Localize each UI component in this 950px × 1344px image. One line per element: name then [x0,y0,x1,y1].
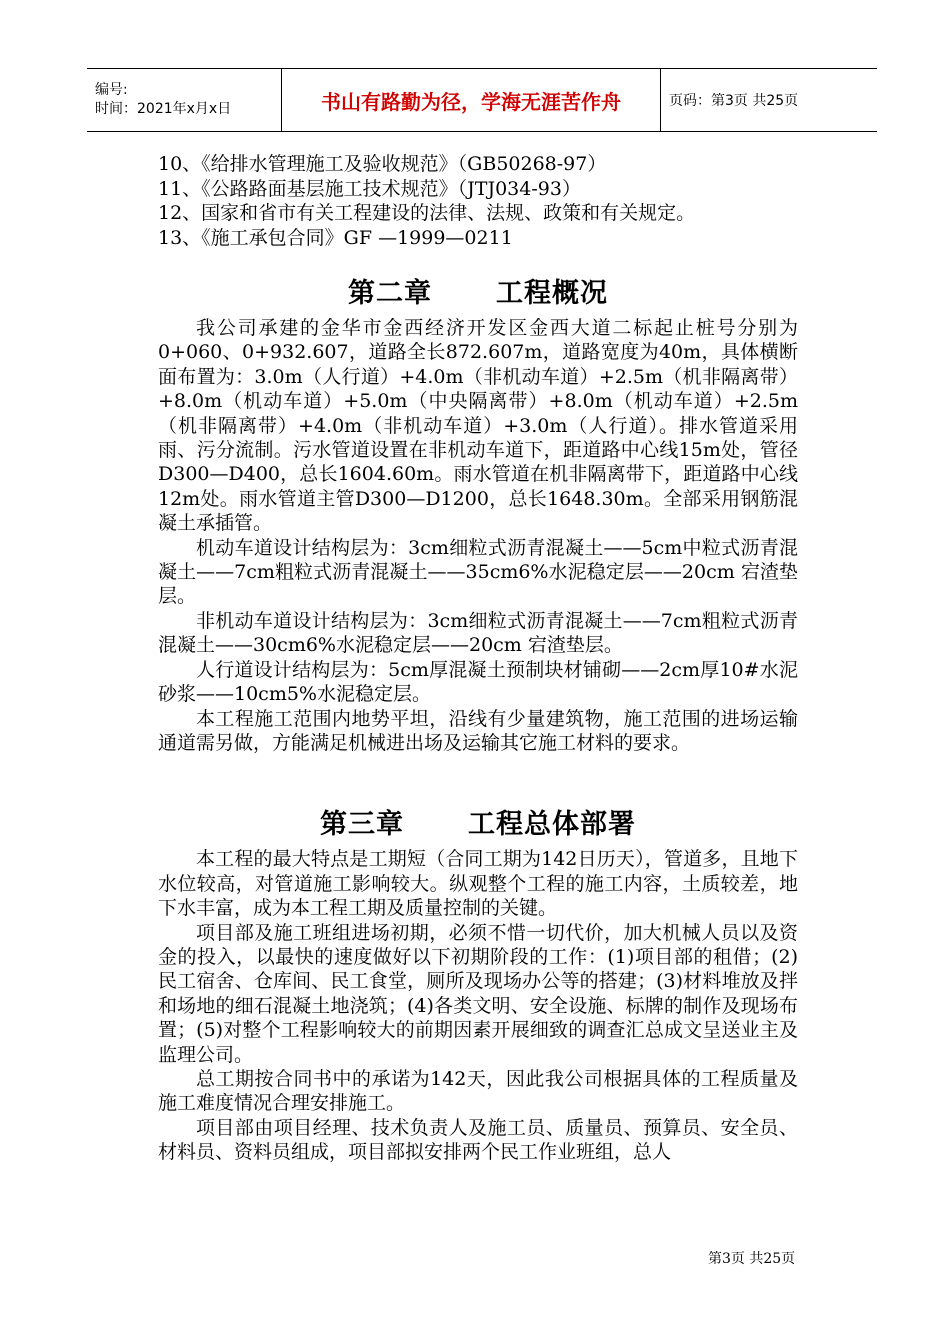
header-motto [281,69,661,131]
motto-text: 书山有路勤为径，学海无涯苦作舟 [321,89,621,114]
page-header [87,68,877,132]
paragraph: 项目部由项目经理、技术负责人及施工员、质量员、预算员、安全员、材料员、资料员组成，项目部拟安排两个民工作业班组，总人 [158,1116,798,1164]
paragraph: 我公司承建的金华市金西经济开发区金西大道二标起止桩号分别为0+060、0+932.607，道路全长872.607m，道路宽度为40m，具体横断面布置为：3.0m（人行道）+4.0m（非机动车道）+2.5m（机非隔离带）+8.0m（机动车道）+5.0m（中央隔离带）+8.0m（机动车道）+2.5m（机非隔离带）+4.0m（非机动车道）+3.0m（人行道）。排水管道采用雨、污分流制。污水管道设置在非机动车道下，距道路中心线15m处，管径D300—D400，总长1604.60m。雨水管道在机非隔离带下，距道路中心线12m处。雨水管道主管D300—D1200，总长1648.30m。全部采用钢筋混凝土承插管。 [158,317,798,535]
page-info: 页码：第3页 共25页 [669,93,799,109]
header-left [87,69,281,131]
reference-item: 11、《公路路面基层施工技术规范》（JTJ034-93） [158,177,581,200]
reference-item: 10、《给排水管理施工及验收规范》（GB50268-97） [158,153,607,175]
chapter-number: 第二章 [348,278,432,309]
paragraph: 非机动车道设计结构层为：3cm细粒式沥青混凝土——7cm粗粒式沥青混凝土——30cm6%水泥稳定层——20cm 宕渣垫层。 [158,609,798,657]
chapter-title: 工程概况 [496,278,608,309]
chapter-3-heading [158,807,798,843]
page-footer: 第3页 共25页 [708,1251,796,1267]
chapter-title: 工程总体部署 [468,809,636,841]
paragraph: 项目部及施工班组进场初期，必须不惜一切代价，加大机械人员以及资金的投入，以最快的速度做好以下初期阶段的工作：(1)项目部的租借；(2)民工宿舍、仓库间、民工食堂，厕所及现场办公等的搭建；(3)材料堆放及拌和场地的细石混凝土地浇筑；(4)各类文明、安全设施、标牌的制作及现场布置；(5)对整个工程影响较大的前期因素开展细致的调查汇总成文呈送业主及监理公司。 [158,921,798,1066]
chapter-2-heading [158,276,798,312]
paragraph: 本工程的最大特点是工期短（合同工期为142日历天），管道多，且地下水位较高，对管道施工影响较大。纵观整个工程的施工内容，土质较差，地下水丰富，成为本工程工期及质量控制的关键。 [158,848,798,920]
reference-item: 13、《施工承包合同》GF —1999—0211 [158,226,513,249]
header-right [661,69,877,131]
time-label: 时间：2021年x月x日 [95,101,232,117]
reference-item: 12、国家和省市有关工程建设的法律、法规、政策和有关规定。 [158,202,696,224]
paragraph: 总工期按合同书中的承诺为142天，因此我公司根据具体的工程质量及施工难度情况合理安排施工。 [158,1067,798,1115]
paragraph: 本工程施工范围内地势平坦，沿线有少量建筑物，施工范围的进场运输通道需另做，方能满足机械进出场及运输其它施工材料的要求。 [158,707,798,754]
paragraph: 人行道设计结构层为：5cm厚混凝土预制块材铺砌——2cm厚10#水泥砂浆——10cm5%水泥稳定层。 [158,658,798,706]
paragraph: 机动车道设计结构层为：3cm细粒式沥青混凝土——5cm中粒式沥青混凝土——7cm粗粒式沥青混凝土——35cm6%水泥稳定层——20cm 宕渣垫层。 [158,536,798,608]
chapter-number: 第三章 [320,809,404,841]
code-label: 编号: [95,82,128,98]
document-body [158,152,798,1165]
